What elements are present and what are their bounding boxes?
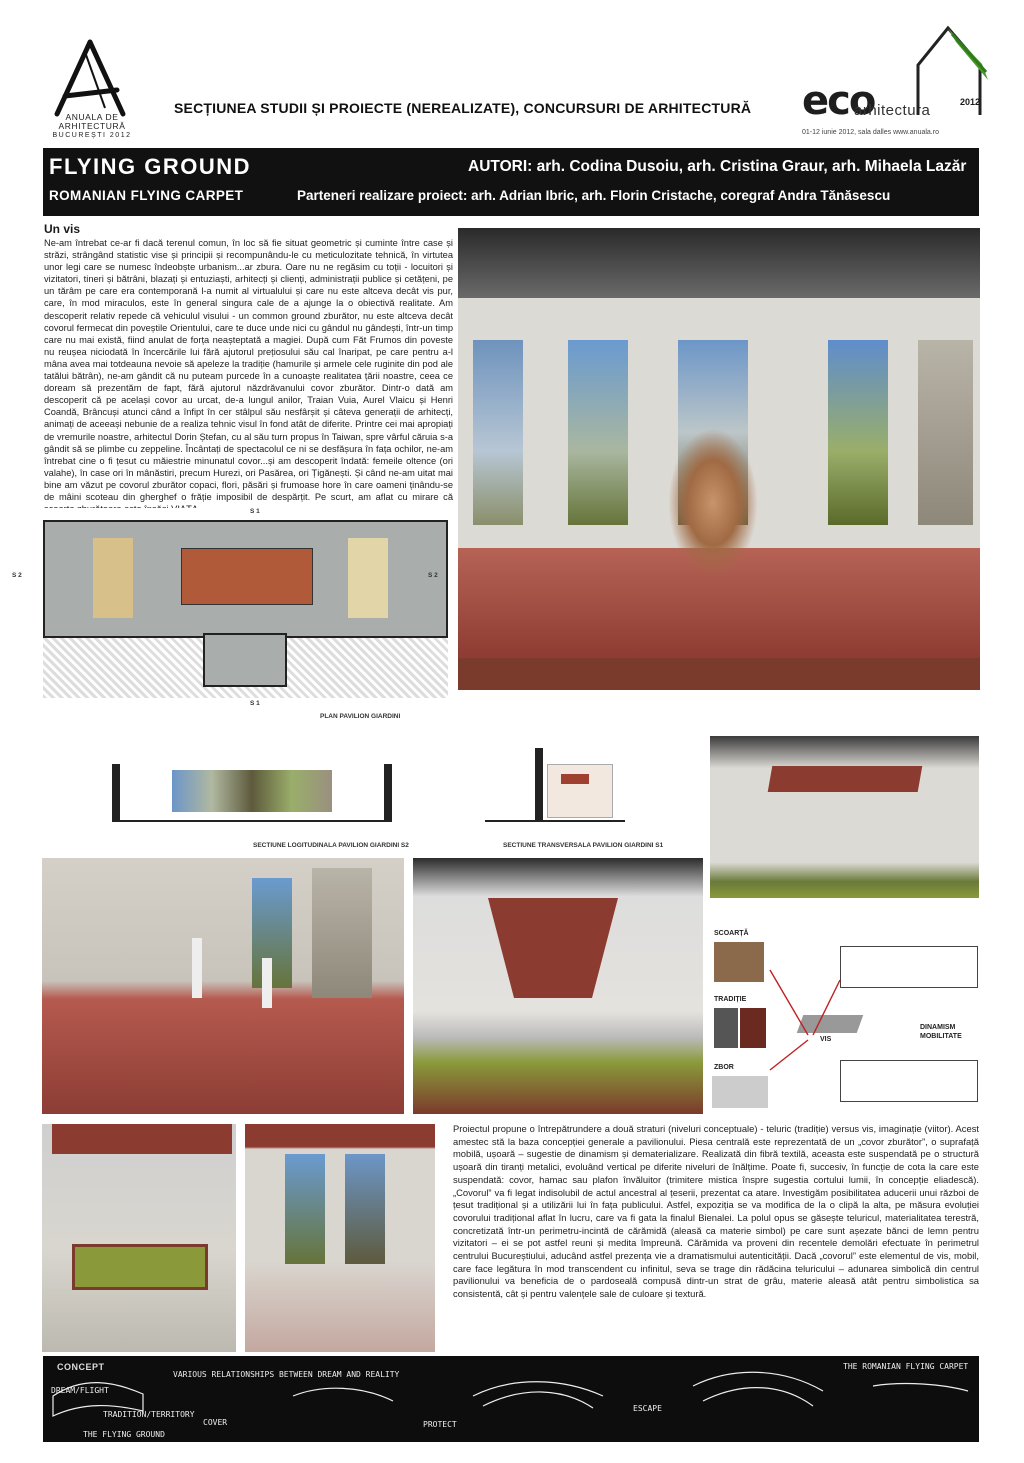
eco-year: 2012: [960, 97, 981, 107]
panel-carved-pillar: [918, 340, 973, 525]
partners: Parteneri realizare proiect: arh. Adrian Ibric, arh. Florin Cristache, coregraf Andra Tănăsescu: [297, 188, 891, 203]
render-carpet-floor-view: [42, 858, 404, 1114]
concept-diagram: [712, 930, 980, 1115]
note-cover: COVER: [203, 1418, 228, 1427]
note-protect: PROTECT: [423, 1420, 457, 1429]
label-traditie: TRADIȚIE: [714, 996, 747, 1003]
note-romanian-carpet: THE ROMANIAN FLYING CARPET: [843, 1362, 969, 1371]
project-title: FLYING GROUND: [49, 154, 252, 179]
plan-right-bench: [348, 538, 388, 618]
diagram-arrows: [768, 960, 848, 1080]
render-hall-overview: [710, 736, 979, 898]
wheat-floor: [72, 1244, 208, 1290]
label-dinamism: DINAMISM: [920, 1024, 956, 1031]
note-flying-ground: THE FLYING GROUND: [83, 1430, 165, 1439]
bark-photo: [714, 942, 764, 982]
mark-s1-bottom: S 1: [250, 700, 260, 707]
render-hammock-view: [413, 858, 703, 1114]
intro-body: Ne-am întrebat ce-ar fi dacă terenul comun, în loc să fie situat geometric și cuminte între case și străzi, strângând statistic vise și principii și recompunându-le cu meticulozitate tehnică, în virtutea unor legi care se numesc îndeobște urbanism...ar zbura. Oare nu ne regăsim cu toții - locuitori și vizitatori, tineri și bătrâni, blazați și entuziaști, arhitecți și clienți, administrații publice și cetățeni, pe un tărâm pe care era contemporană l-a numit al virtualului și care nu este altceva decât vis pur, care, în mod miraculos, este în general singura cale de a ajunge la o obiectivă realitate. Am descoperit relativ repede că vehiculul visului - un common ground zburător, nu este altceva decât covorul fermecat din poveștile Orientului, care te duce unde nici cu gândul nu gândești, într-un timp care nu mai există, fiind anulat de forța neașteptată a magiei. După cum Făt Frumos din poveste nu reușea niciodată în încercările lui fără ajutorul prețiosului său cal înaripat, pe care pentru a-l mâna avea mai totdeauna nevoie să apeleze la tradiție (hamurile și armele cele ruginite din pod ale tatălui bătrân), ne-am gândit că nu puteam purcede în a cunoaște realitatea țării noastre, ceea ce doream să prezentăm de fapt, fără ajutorul năzdrăvanului covor zburător. Dintr-o dată am descoperit că pe același covor au urcat, de-a lungul anilor, Traian Vuia, Aurel Vlaicu și Henri Coandă, Brâncuși atunci când a înfipt în cer stâlpul său nesfârșit și câteva generații de arhitecți, animați de aceeași nebunie de a realiza tehnic visul în fond atât de diferite. Printre cei mai apropiați de vremurile noastre, arhitectul Dorin Ștefan, cu al său turn propus în Taiwan, spre vârful căruia s-a gândit să se plimbe cu zeppeline. Încântați de spectacolul ce ni se desfășura în fața ochilor, ne-am întrebat cine o fi țesut cu măiestrie minunatul covor...și am descoperit îndată: femeile oltence (ori valahe), în case ori în mânăstiri, precum Hurezi, ori Pasărea, ori Țigănești. Și când ne-am uitat mai bine am văzut pe covorul zburător copaci, flori, păsări și frumoase hore în care oameni ținându-se de mâini scoteau din gherghef o frăție imposibil de despărțit. Pe scurt, am aflat cu mirare că: [44, 238, 453, 502]
authors: AUTORI: arh. Codina Dusoiu, arh. Cristina Graur, arh. Mihaela Lazăr: [468, 158, 967, 175]
intro-heading: Un vis: [44, 222, 81, 236]
panel-monastery: [828, 340, 888, 525]
eco-arch-word: arhitectura: [854, 102, 931, 119]
mark-s2-left: S 2: [12, 572, 22, 579]
section-title: SECȚIUNEA STUDII ȘI PROIECTE (NEREALIZATE), CONCURSURI DE ARHITECTURĂ: [174, 100, 752, 116]
plan-drawing: [43, 508, 453, 710]
render-ceiling: [458, 228, 980, 298]
main-render-image: [458, 228, 980, 690]
note-dream-flight: DREAM/FLIGHT: [51, 1386, 109, 1395]
logo-line2: BUCUREȘTI 2012: [52, 132, 132, 139]
label-vis: VIS: [820, 1036, 832, 1043]
section-longitudinal-drawing: [112, 752, 392, 822]
tradition-photo: [714, 1008, 738, 1048]
annual-logo-icon: [45, 38, 135, 118]
eco-dates: 01-12 iunie 2012, sala dalles www.anuala.ro: [802, 129, 939, 136]
concept-strip: [43, 1356, 979, 1442]
render-ceiling-carpet: [42, 1124, 236, 1352]
diagram-plan-bottom: [840, 1060, 978, 1102]
ceiling-carpet: [52, 1124, 232, 1154]
title-bar: [43, 148, 979, 216]
suspended-carpet: [768, 766, 923, 792]
panel-church: [568, 340, 628, 525]
annual-logo-text: [44, 113, 140, 140]
mark-s1-top: S 1: [250, 508, 260, 515]
concept-label: CONCEPT: [57, 1362, 105, 1372]
label-mobilitate: MOBILITATE: [920, 1033, 962, 1040]
concept-sketches: [43, 1356, 979, 1442]
render-reflection-view: [245, 1124, 435, 1352]
plan-entrance: [203, 633, 287, 687]
description-body: Proiectul propune o întrepătrundere a două straturi (niveluri conceptuale) - teluric (tradiție) versus vis, imaginație (viitor). Acest amestec stă la baza concepției generale a pavilionului. Piesa centrală este reprezentată de un „covor zburător”, o suprafață mobilă, ușoară – sugestie de dinamism și dematerializare. Realizată din fibră textilă, aceasta este suspendată pe o structură ușoară din tiranți metalici, evoluând vertical pe diferite niveluri de înălțime. Poate fi, succesiv, în funcție de cota la care este suspendată: covor, hamac sau plafon învăluitor (trimitere mistica înspre sugestia cortului lumii, în concepție eliadescă). „Covorul” va fi legat indisolubil de actul ancestral al țeserii, prezentat ca atare. Investigăm posibilitatea aducerii unui război de țesut tradițional și a utilizării lui în fața publicului. Astfel, expoziția se va modifica de la o clipă la alta, pe măsura evoluției covorului tradițional aflat în lucru, care va fi gata la finalul Bienalei. La polul opus se găsește teluricul, materialitatea terestră, concretizată într-un perimetru-incintă de cărămidă (aleasă ca materie simbol) pe care sunt așezate bănci de lemn pentru vizitatori – ei se pot astfel reuni și medita împreună. Cărămida va proveni din recentele demolări efectuate în perimetrul centrului Bucureștiului, aducând astfel prezența vie a dramatismului autenticității. Dacă „covorul” este elementul de vis, mobil, care face legătura în mod transcendent cu infinitul, seva se trage din rădăcina teluricului – adunarea simbolică din centrul pavilionului va beneficia de o pardoseală compusă dintr-un strat de grâu, materie aleasă atât pentru simbolistica sa consistentă, cât și pentru valențele sale de culoare și textură.: [453, 1123, 979, 1300]
plan-carpet: [181, 548, 313, 605]
label-zbor: ZBOR: [714, 1064, 734, 1071]
carpet-photo: [740, 1008, 766, 1048]
mark-s2-right: S 2: [428, 572, 438, 579]
section-trans-caption: SECTIUNE TRANSVERSALA PAVILION GIARDINI S1: [503, 842, 664, 849]
note-escape: ESCAPE: [633, 1404, 662, 1413]
dancers-figure: [668, 428, 758, 578]
section-panels: [172, 770, 332, 812]
project-subtitle: ROMANIAN FLYING CARPET: [49, 188, 244, 203]
section-long-caption: SECTIUNE LOGITUDINALA PAVILION GIARDINI S2: [253, 842, 409, 849]
logo-line1: ANUALA DE ARHITECTURĂ: [58, 112, 126, 131]
plan-caption: PLAN PAVILION GIARDINI: [320, 713, 401, 720]
label-scoarta: SCOARȚĂ: [714, 930, 749, 937]
note-tradition: TRADITION/TERRITORY: [103, 1410, 195, 1419]
diagram-plan-top: [840, 946, 978, 988]
eco-word: eco: [802, 78, 875, 124]
render-brick-base: [458, 658, 980, 690]
plan-left-bench: [93, 538, 133, 618]
hammock-carpet: [488, 898, 618, 998]
flight-photo: [712, 1076, 768, 1108]
panel-zeppelin: [473, 340, 523, 525]
note-various: VARIOUS RELATIONSHIPS BETWEEN DREAM AND REALITY: [173, 1370, 400, 1379]
section-transverse-drawing: [485, 748, 625, 822]
